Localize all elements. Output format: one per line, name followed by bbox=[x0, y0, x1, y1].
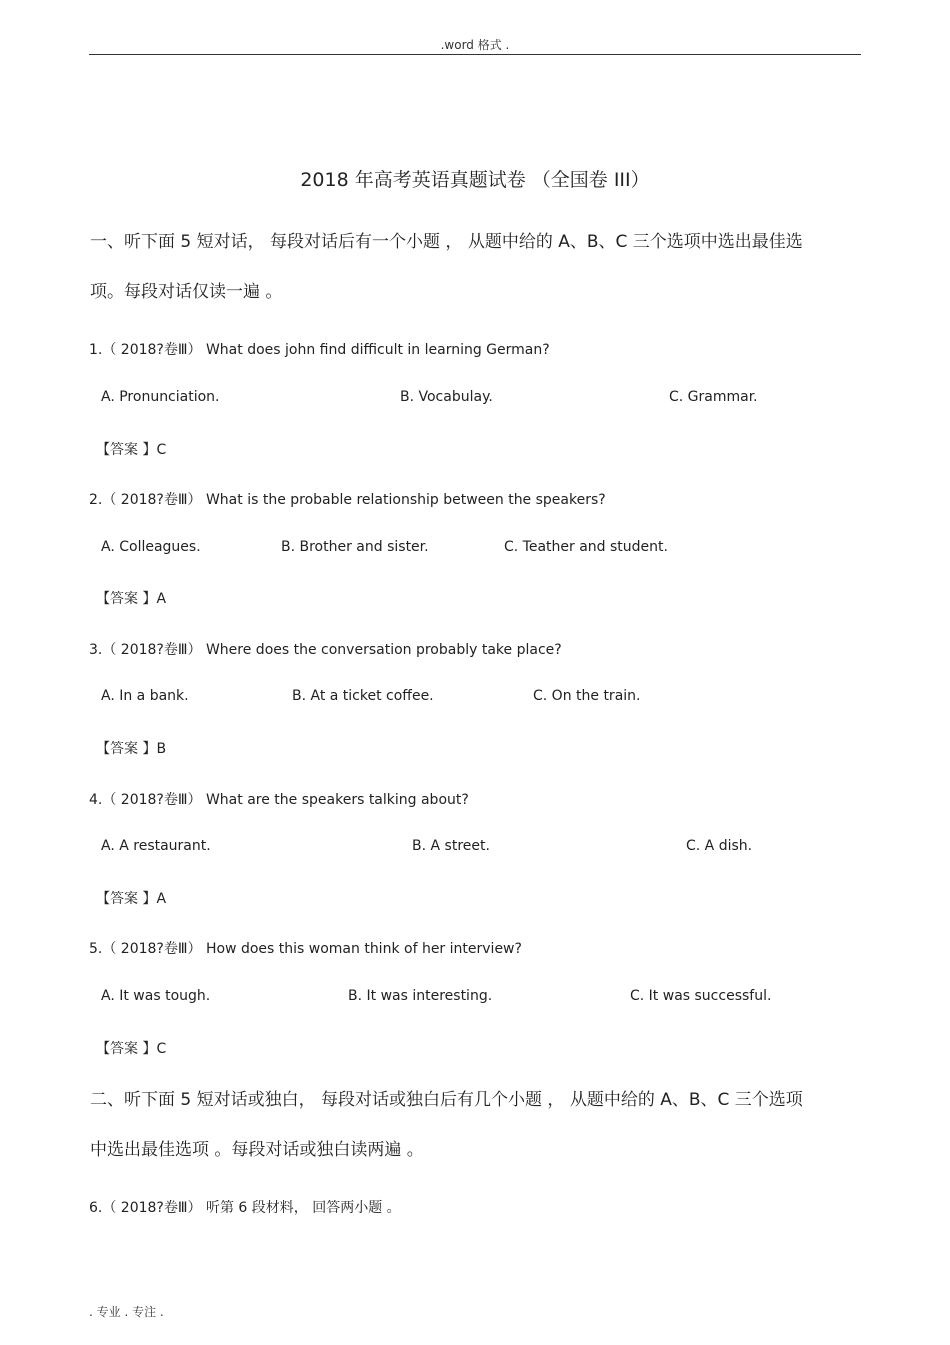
section-1-instruction-line-1: 一、听下面 5 短对话， 每段对话后有一个小题 ， 从题中给的 A、B、C 三个选项中选出最佳选 bbox=[90, 232, 803, 252]
question-4-stem: 4.（ 2018?卷Ⅲ） What are the speakers talking about? bbox=[89, 792, 469, 808]
question-5-option-a: A. It was tough. bbox=[101, 988, 211, 1004]
question-1-answer: 【答案 】C bbox=[96, 442, 167, 458]
question-1-stem: 1.（ 2018?卷Ⅲ） What does john find difficult in learning German? bbox=[89, 342, 550, 358]
question-3-answer: 【答案 】B bbox=[96, 741, 167, 757]
document-title: 2018 年高考英语真题试卷 （全国卷 III） bbox=[300, 169, 650, 191]
question-3-stem: 3.（ 2018?卷Ⅲ） Where does the conversation probably take place? bbox=[89, 642, 562, 658]
question-4-option-a: A. A restaurant. bbox=[101, 838, 211, 854]
question-2-option-a: A. Colleagues. bbox=[101, 539, 201, 555]
question-2-stem: 2.（ 2018?卷Ⅲ） What is the probable relationship between the speakers? bbox=[89, 492, 606, 508]
page-footer: . 专业 . 专注 . bbox=[89, 1305, 164, 1319]
question-2-answer: 【答案 】A bbox=[96, 591, 167, 607]
question-5-answer: 【答案 】C bbox=[96, 1041, 167, 1057]
question-4-option-c: C. A dish. bbox=[686, 838, 753, 854]
header-divider bbox=[89, 54, 861, 55]
question-5-stem: 5.（ 2018?卷Ⅲ） How does this woman think of her interview? bbox=[89, 941, 522, 957]
question-1-option-b: B. Vocabulay. bbox=[400, 389, 493, 405]
question-6-stem: 6.（ 2018?卷Ⅲ） 听第 6 段材料， 回答两小题 。 bbox=[89, 1200, 401, 1216]
question-5-option-c: C. It was successful. bbox=[630, 988, 772, 1004]
section-1-instruction-line-2: 项。每段对话仅读一遍 。 bbox=[90, 282, 283, 302]
question-5-option-b: B. It was interesting. bbox=[348, 988, 493, 1004]
section-2-instruction-line-2: 中选出最佳选项 。每段对话或独白读两遍 。 bbox=[90, 1140, 424, 1160]
question-3-option-a: A. In a bank. bbox=[101, 688, 189, 704]
question-1-option-c: C. Grammar. bbox=[669, 389, 758, 405]
question-4-option-b: B. A street. bbox=[412, 838, 490, 854]
question-4-answer: 【答案 】A bbox=[96, 891, 167, 907]
section-2-instruction-line-1: 二、听下面 5 短对话或独白， 每段对话或独白后有几个小题 ， 从题中给的 A、B、C 三个选项 bbox=[90, 1090, 803, 1110]
question-2-option-c: C. Teather and student. bbox=[504, 539, 668, 555]
question-3-option-c: C. On the train. bbox=[533, 688, 641, 704]
page-header: .word 格式 . bbox=[440, 38, 510, 52]
question-3-option-b: B. At a ticket coffee. bbox=[292, 688, 434, 704]
question-2-option-b: B. Brother and sister. bbox=[281, 539, 429, 555]
question-1-option-a: A. Pronunciation. bbox=[101, 389, 220, 405]
